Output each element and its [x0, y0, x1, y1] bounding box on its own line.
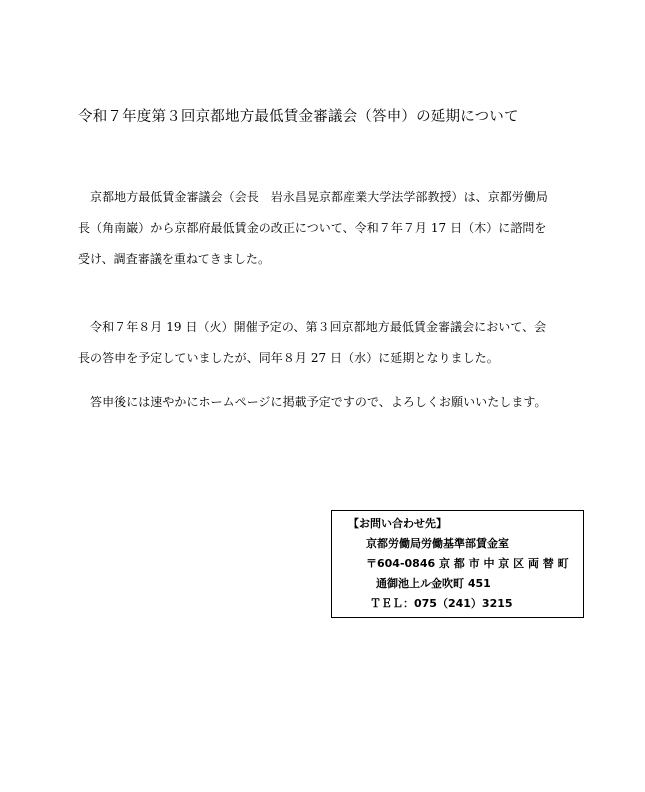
contact-address-line2: 通御池上ル金吹町 451	[376, 577, 491, 590]
body-line: 受け、調査審議を重ねてきました。	[78, 252, 271, 266]
contact-department: 京都労働局労働基準部賃金室	[366, 537, 509, 550]
body-line: 京都地方最低賃金審議会（会長 岩永昌晃京都産業大学法学部教授）は、京都労働局	[78, 190, 548, 204]
contact-box	[331, 510, 584, 618]
body-line: 答申後には速やかにホームページに掲載予定ですので、よろしくお願いいたします。	[78, 395, 547, 409]
body-line: 長（角南巌）から京都府最低賃金の改正について、令和７年７月 17 日（木）に諮問を	[78, 221, 547, 235]
contact-heading: 【お問い合わせ先】	[348, 517, 447, 530]
contact-phone: ＴＥＬ：075（241）3215	[370, 597, 513, 610]
contact-postal-address: 〒604-0846 京 都 市 中 京 区 両 替 町	[366, 557, 569, 570]
body-line: 長の答申を予定していましたが、同年８月 27 日（水）に延期となりました。	[78, 351, 499, 365]
document-title: 令和７年度第３回京都地方最低賃金審議会（答申）の延期について	[78, 109, 519, 125]
body-line: 令和７年８月 19 日（火）開催予定の、第３回京都地方最低賃金審議会において、会	[78, 320, 547, 334]
